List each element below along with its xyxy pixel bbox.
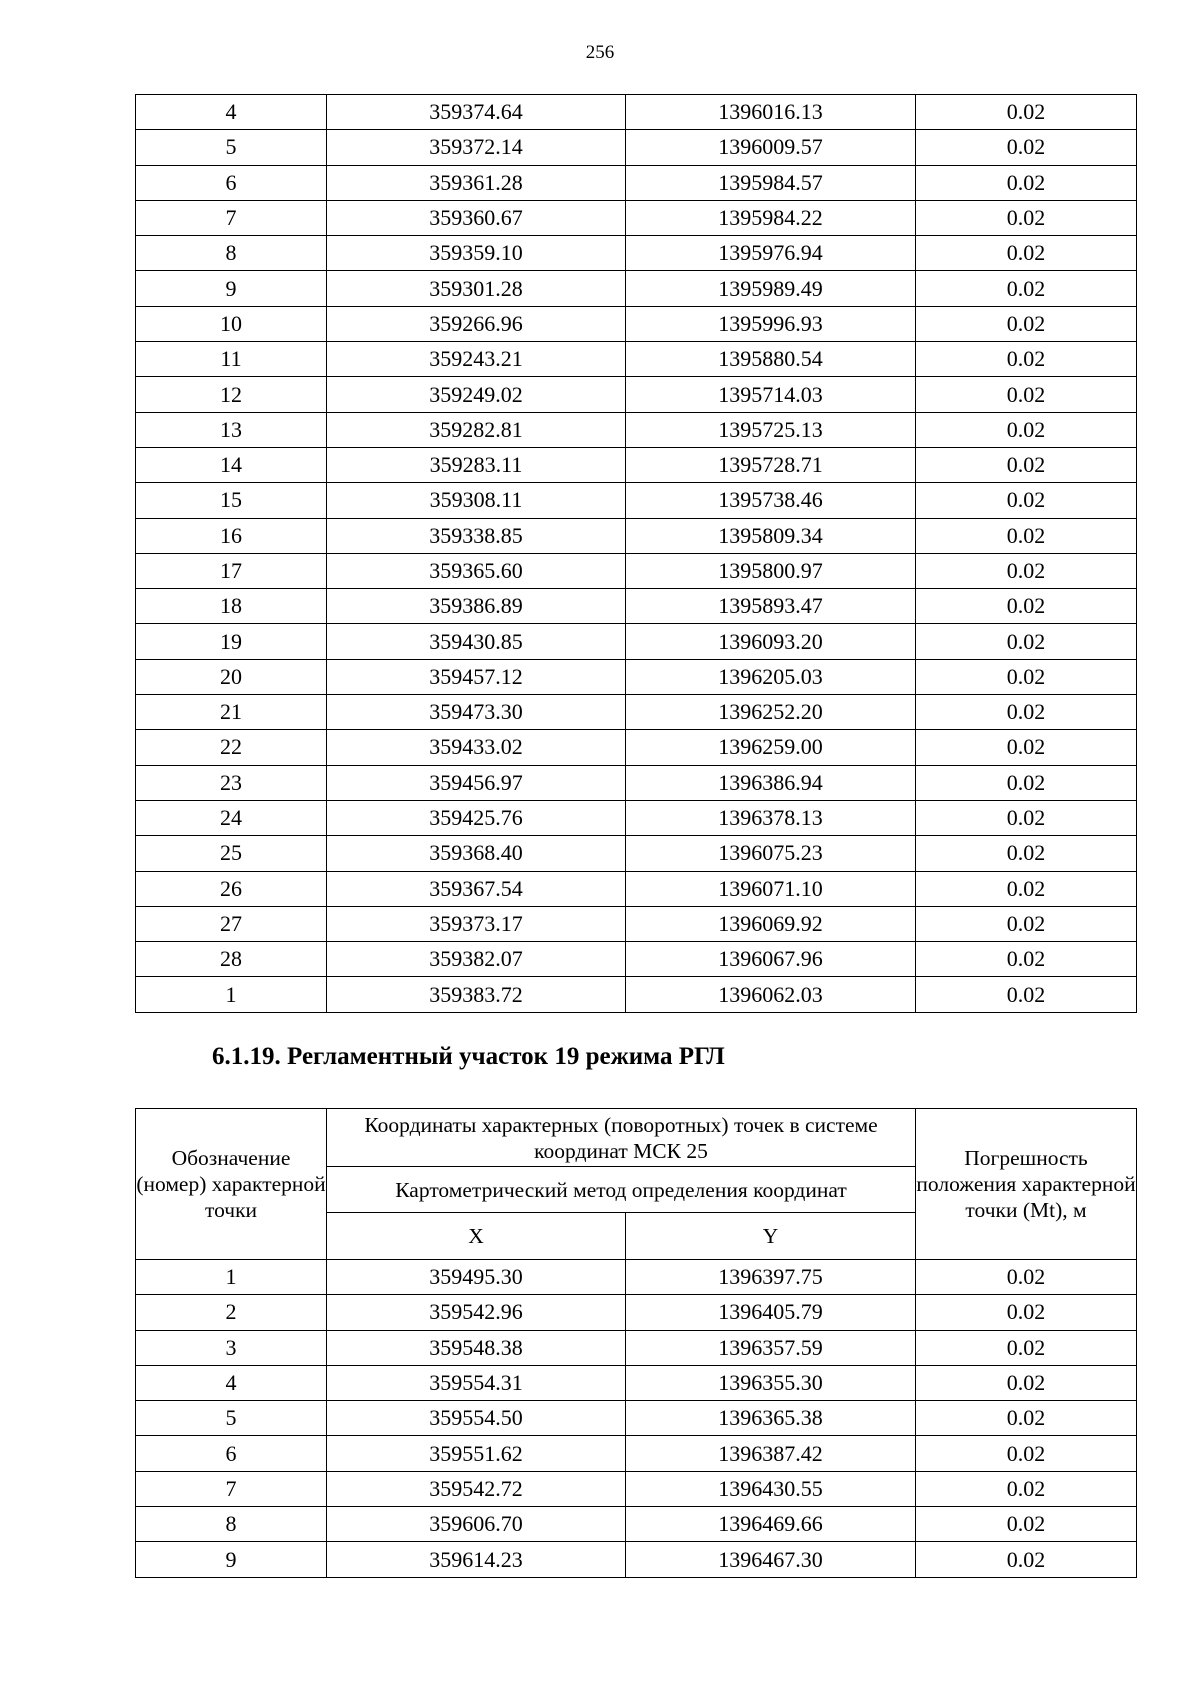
point-number-cell: 16 xyxy=(136,518,327,553)
error-cell: 0.02 xyxy=(916,977,1137,1012)
point-number-cell: 9 xyxy=(136,271,327,306)
table-row xyxy=(136,306,1137,341)
table-row xyxy=(136,377,1137,412)
error-cell: 0.02 xyxy=(916,553,1137,588)
y-coordinate-cell: 1396430.55 xyxy=(626,1471,916,1506)
point-number-cell: 24 xyxy=(136,800,327,835)
point-number-cell: 18 xyxy=(136,589,327,624)
error-cell: 0.02 xyxy=(916,1260,1137,1295)
y-coordinate-cell: 1395989.49 xyxy=(626,271,916,306)
y-coordinate-cell: 1395984.57 xyxy=(626,165,916,200)
x-coordinate-cell: 359359.10 xyxy=(327,236,626,271)
error-cell: 0.02 xyxy=(916,1436,1137,1471)
error-cell: 0.02 xyxy=(916,589,1137,624)
y-coordinate-cell: 1396259.00 xyxy=(626,730,916,765)
error-cell: 0.02 xyxy=(916,730,1137,765)
y-coordinate-cell: 1396067.96 xyxy=(626,942,916,977)
y-coordinate-cell: 1395800.97 xyxy=(626,553,916,588)
table-row xyxy=(136,589,1137,624)
point-number-cell: 15 xyxy=(136,483,327,518)
error-cell: 0.02 xyxy=(916,1365,1137,1400)
point-number-cell: 20 xyxy=(136,659,327,694)
y-coordinate-cell: 1395728.71 xyxy=(626,447,916,482)
table-row xyxy=(136,1330,1137,1365)
error-cell: 0.02 xyxy=(916,1330,1137,1365)
table-row xyxy=(136,906,1137,941)
error-cell: 0.02 xyxy=(916,130,1137,165)
y-coordinate-cell: 1396069.92 xyxy=(626,906,916,941)
x-coordinate-cell: 359283.11 xyxy=(327,447,626,482)
point-number-cell: 27 xyxy=(136,906,327,941)
error-cell: 0.02 xyxy=(916,1295,1137,1330)
y-coordinate-cell: 1396357.59 xyxy=(626,1330,916,1365)
table-row xyxy=(136,659,1137,694)
table-row xyxy=(136,942,1137,977)
header-method: Картометрический метод определения координат xyxy=(327,1167,916,1213)
y-coordinate-cell: 1396016.13 xyxy=(626,95,916,130)
error-cell: 0.02 xyxy=(916,1507,1137,1542)
error-cell: 0.02 xyxy=(916,236,1137,271)
table-row xyxy=(136,1260,1137,1295)
error-cell: 0.02 xyxy=(916,1401,1137,1436)
point-number-cell: 6 xyxy=(136,1436,327,1471)
table-row xyxy=(136,130,1137,165)
x-coordinate-cell: 359456.97 xyxy=(327,765,626,800)
table-body xyxy=(136,1260,1137,1578)
point-number-cell: 28 xyxy=(136,942,327,977)
x-coordinate-cell: 359548.38 xyxy=(327,1330,626,1365)
error-cell: 0.02 xyxy=(916,447,1137,482)
page-number: 256 xyxy=(585,42,615,63)
x-coordinate-cell: 359365.60 xyxy=(327,553,626,588)
table-row xyxy=(136,730,1137,765)
x-coordinate-cell: 359360.67 xyxy=(327,200,626,235)
point-number-cell: 21 xyxy=(136,695,327,730)
x-coordinate-cell: 359373.17 xyxy=(327,906,626,941)
point-number-cell: 14 xyxy=(136,447,327,482)
point-number-cell: 3 xyxy=(136,1330,327,1365)
x-coordinate-cell: 359542.72 xyxy=(327,1471,626,1506)
error-cell: 0.02 xyxy=(916,624,1137,659)
x-coordinate-cell: 359368.40 xyxy=(327,836,626,871)
table-row xyxy=(136,1295,1137,1330)
section-title: 6.1.19. Регламентный участок 19 режима РГЛ xyxy=(212,1043,725,1070)
x-coordinate-cell: 359551.62 xyxy=(327,1436,626,1471)
table-row xyxy=(136,695,1137,730)
x-coordinate-cell: 359308.11 xyxy=(327,483,626,518)
table-row xyxy=(136,518,1137,553)
table-row xyxy=(136,271,1137,306)
error-cell: 0.02 xyxy=(916,271,1137,306)
error-cell: 0.02 xyxy=(916,942,1137,977)
y-coordinate-cell: 1395725.13 xyxy=(626,412,916,447)
x-coordinate-cell: 359374.64 xyxy=(327,95,626,130)
x-coordinate-cell: 359243.21 xyxy=(327,342,626,377)
y-coordinate-cell: 1396397.75 xyxy=(626,1260,916,1295)
table-row xyxy=(136,200,1137,235)
x-coordinate-cell: 359554.31 xyxy=(327,1365,626,1400)
table-row xyxy=(136,977,1137,1012)
y-coordinate-cell: 1395893.47 xyxy=(626,589,916,624)
x-coordinate-cell: 359457.12 xyxy=(327,659,626,694)
point-number-cell: 13 xyxy=(136,412,327,447)
y-coordinate-cell: 1395984.22 xyxy=(626,200,916,235)
header-error: Погрешность положения характерной точки (Mt), м xyxy=(916,1109,1137,1260)
y-coordinate-cell: 1395738.46 xyxy=(626,483,916,518)
table-row xyxy=(136,1471,1137,1506)
error-cell: 0.02 xyxy=(916,906,1137,941)
y-coordinate-cell: 1396093.20 xyxy=(626,624,916,659)
point-number-cell: 11 xyxy=(136,342,327,377)
header-y: Y xyxy=(626,1213,916,1260)
point-number-cell: 23 xyxy=(136,765,327,800)
point-number-cell: 26 xyxy=(136,871,327,906)
error-cell: 0.02 xyxy=(916,765,1137,800)
table-row xyxy=(136,1507,1137,1542)
coordinates-table-continued xyxy=(135,94,1137,1013)
error-cell: 0.02 xyxy=(916,377,1137,412)
y-coordinate-cell: 1395714.03 xyxy=(626,377,916,412)
x-coordinate-cell: 359361.28 xyxy=(327,165,626,200)
y-coordinate-cell: 1396355.30 xyxy=(626,1365,916,1400)
y-coordinate-cell: 1396071.10 xyxy=(626,871,916,906)
table-row xyxy=(136,236,1137,271)
header-coordinates: Координаты характерных (поворотных) точек в системе координат МСК 25 xyxy=(327,1109,916,1167)
point-number-cell: 7 xyxy=(136,200,327,235)
x-coordinate-cell: 359542.96 xyxy=(327,1295,626,1330)
x-coordinate-cell: 359425.76 xyxy=(327,800,626,835)
y-coordinate-cell: 1396378.13 xyxy=(626,800,916,835)
error-cell: 0.02 xyxy=(916,165,1137,200)
point-number-cell: 4 xyxy=(136,95,327,130)
table-row xyxy=(136,1401,1137,1436)
x-coordinate-cell: 359495.30 xyxy=(327,1260,626,1295)
error-cell: 0.02 xyxy=(916,659,1137,694)
x-coordinate-cell: 359554.50 xyxy=(327,1401,626,1436)
x-coordinate-cell: 359386.89 xyxy=(327,589,626,624)
error-cell: 0.02 xyxy=(916,342,1137,377)
y-coordinate-cell: 1396386.94 xyxy=(626,765,916,800)
error-cell: 0.02 xyxy=(916,695,1137,730)
table-row xyxy=(136,447,1137,482)
error-cell: 0.02 xyxy=(916,483,1137,518)
y-coordinate-cell: 1396405.79 xyxy=(626,1295,916,1330)
y-coordinate-cell: 1396387.42 xyxy=(626,1436,916,1471)
y-coordinate-cell: 1396075.23 xyxy=(626,836,916,871)
point-number-cell: 19 xyxy=(136,624,327,659)
point-number-cell: 1 xyxy=(136,1260,327,1295)
table-row xyxy=(136,836,1137,871)
y-coordinate-cell: 1396365.38 xyxy=(626,1401,916,1436)
table-header xyxy=(136,1109,1137,1260)
x-coordinate-cell: 359430.85 xyxy=(327,624,626,659)
x-coordinate-cell: 359249.02 xyxy=(327,377,626,412)
table-row xyxy=(136,871,1137,906)
point-number-cell: 9 xyxy=(136,1542,327,1577)
point-number-cell: 2 xyxy=(136,1295,327,1330)
point-number-cell: 10 xyxy=(136,306,327,341)
x-coordinate-cell: 359614.23 xyxy=(327,1542,626,1577)
point-number-cell: 8 xyxy=(136,236,327,271)
x-coordinate-cell: 359266.96 xyxy=(327,306,626,341)
y-coordinate-cell: 1395809.34 xyxy=(626,518,916,553)
table-row xyxy=(136,95,1137,130)
table-body xyxy=(136,95,1137,1013)
error-cell: 0.02 xyxy=(916,871,1137,906)
error-cell: 0.02 xyxy=(916,1471,1137,1506)
error-cell: 0.02 xyxy=(916,200,1137,235)
error-cell: 0.02 xyxy=(916,412,1137,447)
error-cell: 0.02 xyxy=(916,1542,1137,1577)
table-row xyxy=(136,165,1137,200)
y-coordinate-cell: 1395880.54 xyxy=(626,342,916,377)
point-number-cell: 12 xyxy=(136,377,327,412)
table-row xyxy=(136,1436,1137,1471)
point-number-cell: 22 xyxy=(136,730,327,765)
y-coordinate-cell: 1395976.94 xyxy=(626,236,916,271)
x-coordinate-cell: 359383.72 xyxy=(327,977,626,1012)
error-cell: 0.02 xyxy=(916,836,1137,871)
table-row xyxy=(136,342,1137,377)
table-row xyxy=(136,765,1137,800)
x-coordinate-cell: 359367.54 xyxy=(327,871,626,906)
y-coordinate-cell: 1396205.03 xyxy=(626,659,916,694)
point-number-cell: 7 xyxy=(136,1471,327,1506)
x-coordinate-cell: 359382.07 xyxy=(327,942,626,977)
y-coordinate-cell: 1395996.93 xyxy=(626,306,916,341)
point-number-cell: 6 xyxy=(136,165,327,200)
error-cell: 0.02 xyxy=(916,518,1137,553)
point-number-cell: 5 xyxy=(136,1401,327,1436)
table-row xyxy=(136,800,1137,835)
point-number-cell: 25 xyxy=(136,836,327,871)
table-row xyxy=(136,1365,1137,1400)
point-number-cell: 8 xyxy=(136,1507,327,1542)
x-coordinate-cell: 359433.02 xyxy=(327,730,626,765)
x-coordinate-cell: 359338.85 xyxy=(327,518,626,553)
table-row xyxy=(136,483,1137,518)
point-number-cell: 1 xyxy=(136,977,327,1012)
table-row xyxy=(136,624,1137,659)
y-coordinate-cell: 1396252.20 xyxy=(626,695,916,730)
y-coordinate-cell: 1396062.03 xyxy=(626,977,916,1012)
error-cell: 0.02 xyxy=(916,306,1137,341)
coordinates-table-section-19 xyxy=(135,1108,1137,1578)
y-coordinate-cell: 1396469.66 xyxy=(626,1507,916,1542)
header-point-designation: Обозначение (номер) характерной точки xyxy=(136,1109,327,1260)
table-row xyxy=(136,1542,1137,1577)
error-cell: 0.02 xyxy=(916,800,1137,835)
header-x: X xyxy=(327,1213,626,1260)
table-row xyxy=(136,412,1137,447)
point-number-cell: 5 xyxy=(136,130,327,165)
point-number-cell: 4 xyxy=(136,1365,327,1400)
table-row xyxy=(136,553,1137,588)
x-coordinate-cell: 359473.30 xyxy=(327,695,626,730)
y-coordinate-cell: 1396467.30 xyxy=(626,1542,916,1577)
error-cell: 0.02 xyxy=(916,95,1137,130)
x-coordinate-cell: 359372.14 xyxy=(327,130,626,165)
x-coordinate-cell: 359282.81 xyxy=(327,412,626,447)
x-coordinate-cell: 359301.28 xyxy=(327,271,626,306)
y-coordinate-cell: 1396009.57 xyxy=(626,130,916,165)
point-number-cell: 17 xyxy=(136,553,327,588)
x-coordinate-cell: 359606.70 xyxy=(327,1507,626,1542)
